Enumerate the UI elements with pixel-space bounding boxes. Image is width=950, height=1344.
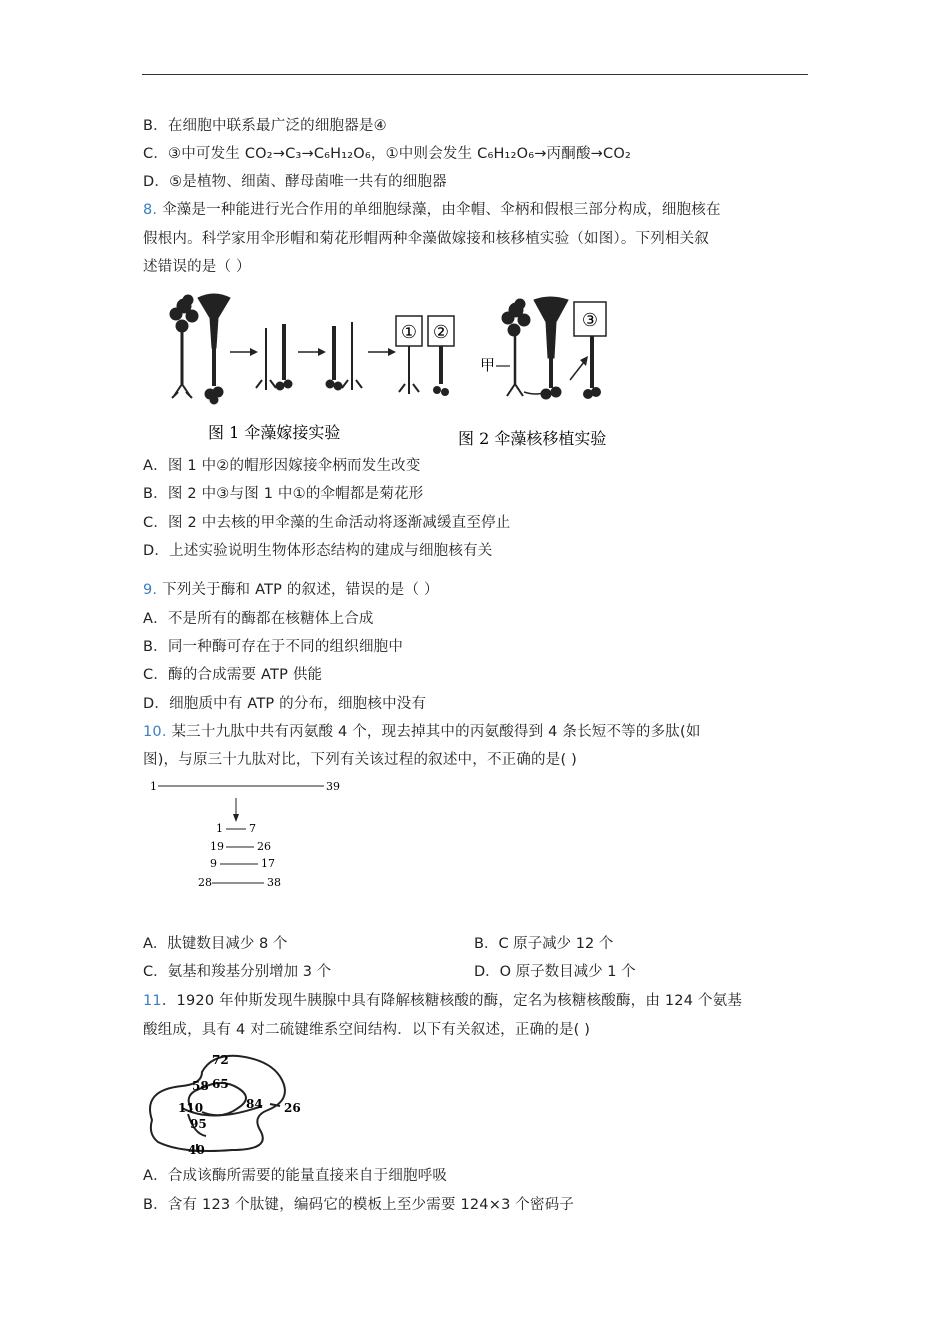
frag1-start: 1 [216, 822, 223, 835]
q9-option-c: C．酶的合成需要 ATP 供能 [143, 667, 323, 683]
frag3-end: 17 [261, 857, 275, 870]
q9-stem [143, 580, 439, 600]
peptide-end-label: 39 [326, 780, 340, 793]
q11-option-b: B．含有 123 个肽键，编码它的模板上至少需要 124×3 个密码子 [143, 1197, 575, 1213]
residue-26: 26 [284, 1101, 301, 1115]
q8-option-a: A．图 1 中②的帽形因嫁接伞柄而发生改变 [143, 458, 421, 474]
protein-chain-outer [150, 1056, 285, 1151]
q8-stem-line1 [143, 200, 721, 220]
frag2-end: 26 [257, 840, 271, 853]
fig2-umbrella-alga [524, 297, 568, 399]
q9-option-a: A．不是所有的酶都在核糖体上合成 [143, 611, 374, 627]
q8-option-d: D．上述实验说明生物体形态结构的建成与细胞核有关 [143, 543, 493, 559]
q10-option-c: C．氨基和羧基分别增加 3 个 [143, 964, 332, 980]
q11-stem-line1 [143, 991, 742, 1011]
residue-65: 65 [212, 1077, 229, 1091]
residue-95: 95 [190, 1117, 207, 1131]
q8-stem-line3: 述错误的是（ ） [143, 259, 251, 275]
arrow-3-head [388, 348, 396, 356]
q11-ribonuclease-figure [142, 1050, 312, 1158]
fig2-caption: 图 2 伞藻核移植实验 [458, 429, 607, 448]
q11-option-a: A．合成该酶所需要的能量直接来自于细胞呼吸 [143, 1168, 448, 1184]
q8-figure [158, 288, 678, 452]
q8-option-b: B．图 2 中③与图 1 中①的伞帽都是菊花形 [143, 486, 424, 502]
residue-40: 40 [188, 1143, 205, 1157]
label-jia: 甲 [480, 356, 496, 374]
q11-stem-text1: ．1920 年仲斯发现牛胰腺中具有降解核糖核酸的酶，定名为核糖核酸酶，由 124 个氨基 [161, 993, 743, 1009]
fig1-regrowth-stalks [326, 322, 362, 390]
frag2-start: 19 [210, 840, 224, 853]
option-b-prev: B．在细胞中联系最广泛的细胞器是④ [143, 118, 387, 134]
q10-option-d: D．O 原子数目减少 1 个 [474, 964, 636, 980]
fig1-chrysanthemum-alga [170, 295, 198, 398]
frag4-end: 38 [267, 876, 281, 889]
frag4-start: 28 [198, 876, 212, 889]
option-c-prev: C．③中可发生 CO₂→C₃→C₆H₁₂O₆，①中则会发生 C₆H₁₂O₆→丙酮酸→CO₂ [143, 146, 631, 162]
fig1-caption: 图 1 伞藻嫁接实验 [208, 423, 341, 442]
box-2-label: ② [432, 322, 450, 343]
arrow-2-head [318, 348, 326, 356]
q10-number: 10. [143, 724, 167, 740]
q8-stem-line2: 假根内。科学家用伞形帽和菊花形帽两种伞藻做嫁接和核移植实验（如图）。下列相关叙 [143, 231, 710, 247]
q9-option-b: B．同一种酶可存在于不同的组织细胞中 [143, 639, 404, 655]
q8-option-c: C．图 2 中去核的甲伞藻的生命活动将逐渐减缓直至停止 [143, 515, 511, 531]
box-3-label: ③ [581, 310, 599, 331]
option-d-prev: D．⑤是植物、细菌、酵母菌唯一共有的细胞器 [143, 174, 447, 190]
arrow-1-head [250, 348, 258, 356]
frag1-end: 7 [249, 822, 256, 835]
peptide-start-label: 1 [150, 780, 157, 793]
q10-option-a: A．肽键数目减少 8 个 [143, 936, 288, 952]
residue-72: 72 [212, 1053, 229, 1067]
fig1-umbrella-alga [198, 294, 230, 404]
q11-number: 11 [143, 993, 162, 1009]
residue-110: 110 [178, 1101, 204, 1115]
q10-stem-text1: 某三十九肽中共有丙氨酸 4 个，现去掉其中的丙氨酸得到 4 条长短不等的多肽(如 [171, 724, 701, 740]
fig1-grafted-stalks [256, 324, 292, 390]
q10-peptide-figure [146, 776, 346, 896]
box-1-label: ① [400, 322, 418, 343]
q9-option-d: D．细胞质中有 ATP 的分布，细胞核中没有 [143, 696, 427, 712]
q8-number: 8. [143, 202, 158, 218]
q11-stem-line2: 酸组成，具有 4 对二硫键维系空间结构．以下有关叙述，正确的是( ) [143, 1022, 591, 1038]
header-rule [142, 74, 808, 75]
q8-stem-text1: 伞藻是一种能进行光合作用的单细胞绿藻，由伞帽、伞柄和假根三部分构成，细胞核在 [162, 202, 721, 218]
frag3-start: 9 [210, 857, 217, 870]
residue-58: 58 [192, 1079, 209, 1093]
q9-stem-text: 下列关于酶和 ATP 的叙述，错误的是（ ） [162, 582, 439, 598]
residue-84: 84 [246, 1097, 263, 1111]
q10-stem-line1 [143, 722, 701, 742]
fig2-chrysanthemum-alga [502, 299, 530, 396]
q9-number: 9. [143, 582, 158, 598]
q10-option-b: B．C 原子减少 12 个 [474, 936, 614, 952]
q10-stem-line2: 图)，与原三十九肽对比，下列有关该过程的叙述中，不正确的是( ) [143, 752, 577, 768]
